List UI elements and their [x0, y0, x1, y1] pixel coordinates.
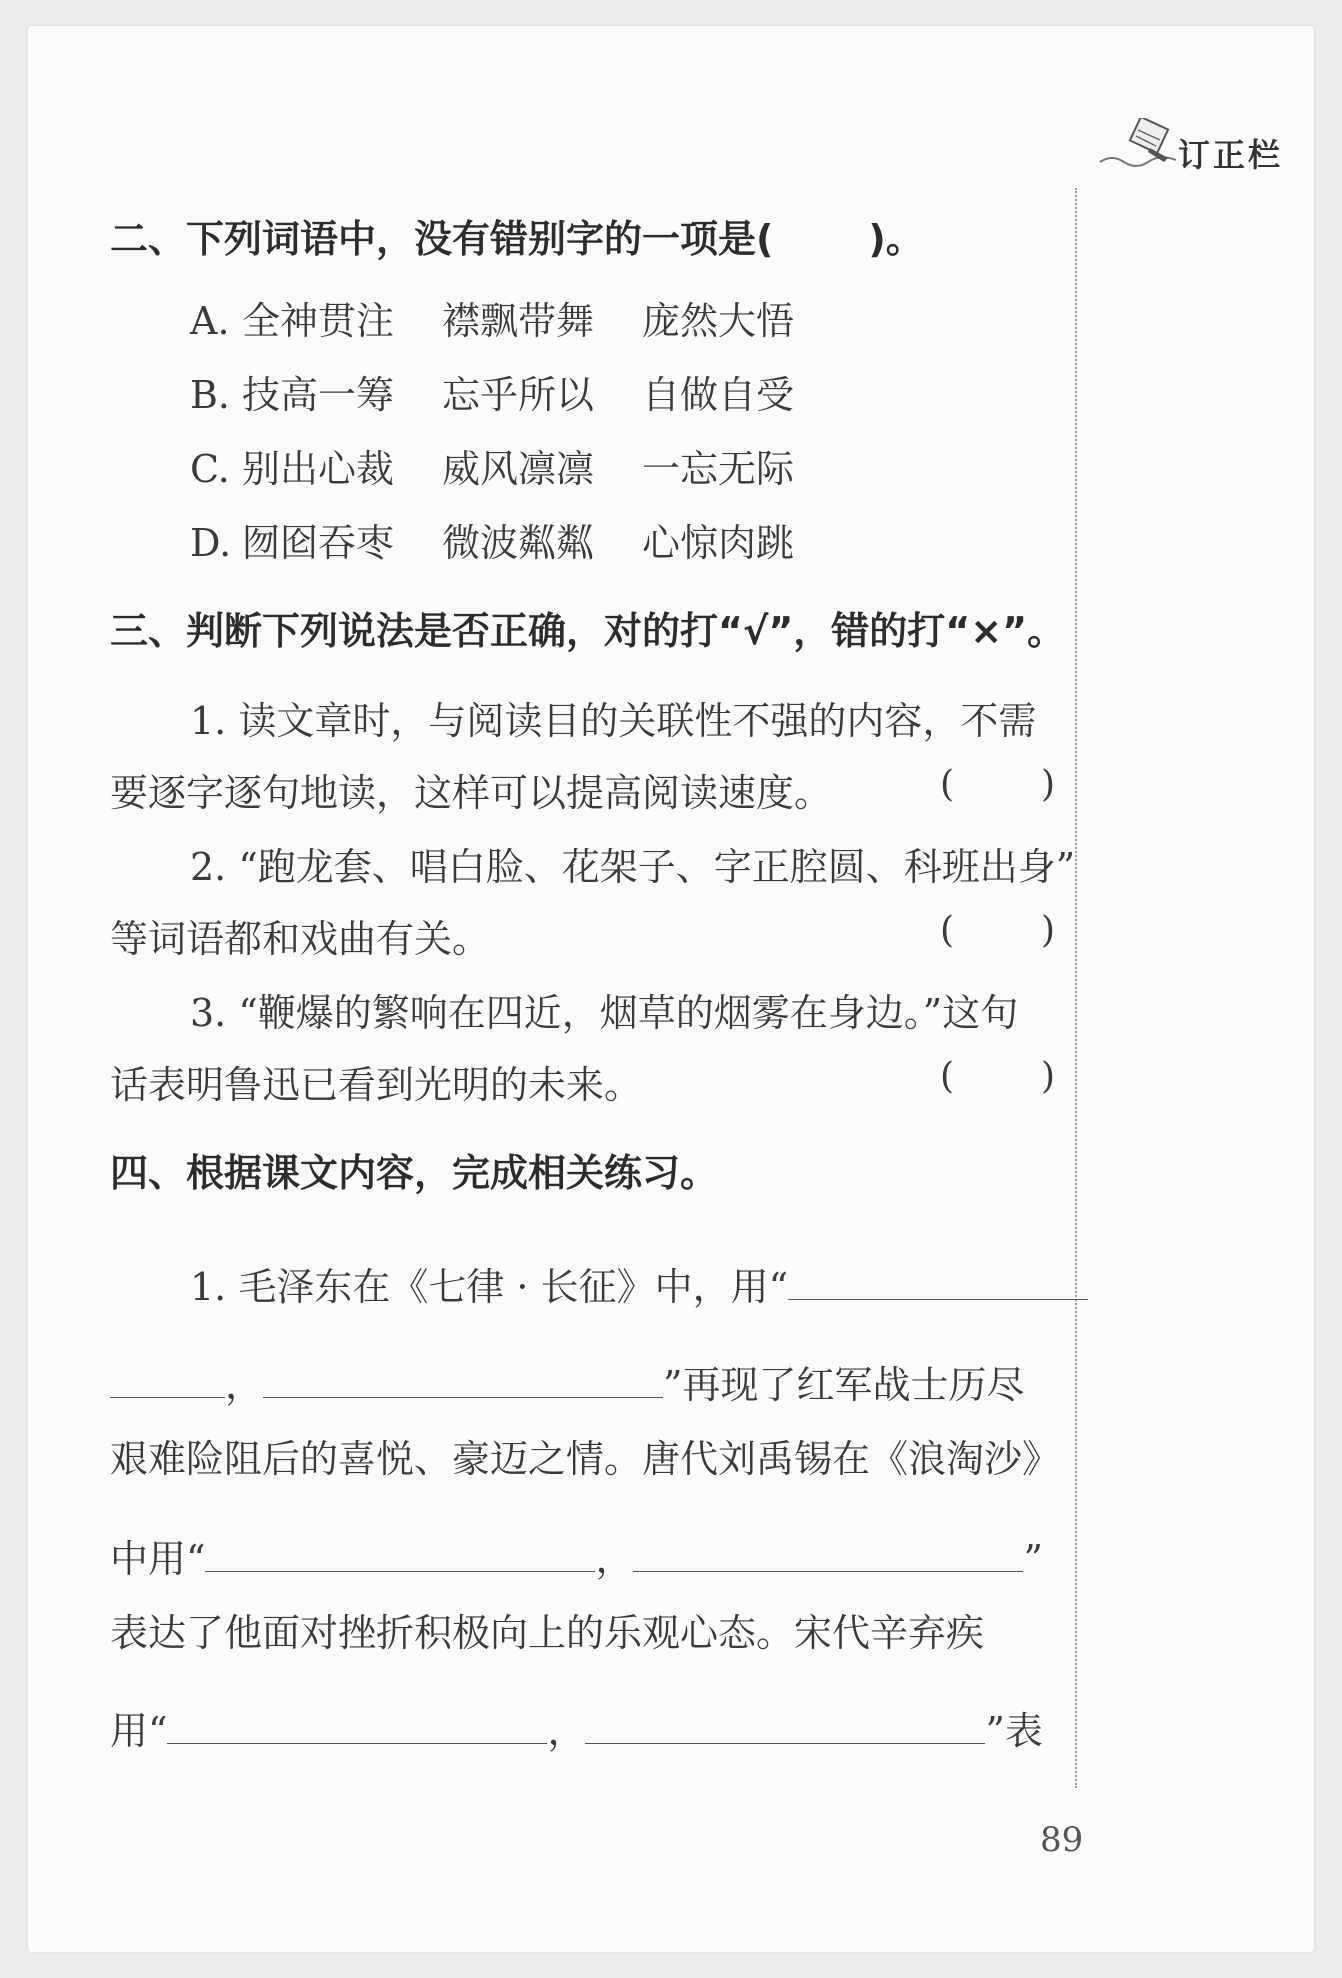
option-d: D. 囫囵吞枣 微波粼粼 心惊肉跳 [190, 521, 795, 565]
fill-blank-1b[interactable] [110, 1367, 225, 1398]
option-a: A. 全神贯注 襟飘带舞 庞然大悟 [190, 299, 795, 343]
fill-blank-1c[interactable] [263, 1367, 663, 1398]
option-c: C. 别出心裁 威风凛凛 一忘无际 [190, 447, 795, 491]
page-number: 89 [1040, 1820, 1084, 1860]
fill-line-5: 表达了他面对挫折积极向上的乐观心态。宋代辛弃疾 [110, 1611, 985, 1655]
item-2-answer-blank[interactable]: ( ) [940, 910, 1055, 951]
item-1-line-1: 1. 读文章时，与阅读目的关联性不强的内容，不需 [190, 699, 1037, 743]
pencil-on-paper-icon [1098, 118, 1178, 173]
item-2-line-1: 2. “跑龙套、唱白脸、花架子、字正腔圆、科班出身” [190, 845, 1076, 889]
fill-blank-2b[interactable] [633, 1541, 1023, 1572]
correction-column-divider [1075, 188, 1077, 1788]
fill-blank-3b[interactable] [585, 1713, 985, 1744]
section-2-heading-text: 二、下列词语中，没有错别字的一项是( [110, 217, 774, 261]
item-3-line-1: 3. “鞭爆的繁响在四近，烟草的烟雾在身边。”这句 [190, 991, 1019, 1035]
item-3-line-2: 话表明鲁迅已看到光明的未来。 [110, 1063, 643, 1107]
fill-blank-3a[interactable] [167, 1713, 547, 1744]
fill-line-3: 艰难险阻后的喜悦、豪迈之情。唐代刘禹锡在《浪淘沙》 [110, 1437, 1061, 1481]
item-2-line-2: 等词语都和戏曲有关。 [110, 917, 491, 961]
section-3-heading: 三、判断下列说法是否正确，对的打“√”，错的打“×”。 [110, 609, 1066, 653]
fill-blank-2a[interactable] [205, 1541, 595, 1572]
fill-line-6: 用“ ， ”表 [110, 1709, 1043, 1753]
section-4-heading: 四、根据课文内容，完成相关练习。 [110, 1151, 719, 1195]
option-b: B. 技高一筹 忘乎所以 自做自受 [190, 373, 795, 417]
fill-line-1: 1. 毛泽东在《七律 · 长征》中，用“ [190, 1256, 1088, 1311]
section-2-heading-end: )。 [868, 217, 924, 261]
item-3-answer-blank[interactable]: ( ) [940, 1056, 1055, 1097]
correction-column-header [1098, 118, 1308, 178]
item-1-answer-blank[interactable]: ( ) [940, 764, 1055, 805]
fill-blank-1a[interactable] [788, 1269, 1088, 1300]
correction-column-label: 订正栏 [1178, 136, 1284, 174]
fill-line-4: 中用“ ， ” [110, 1537, 1043, 1581]
fill-line-2: ， ”再现了红军战士历尽 [110, 1354, 1024, 1409]
item-1-line-2: 要逐字逐句地读，这样可以提高阅读速度。 [110, 771, 833, 815]
section-2-heading [110, 208, 924, 263]
